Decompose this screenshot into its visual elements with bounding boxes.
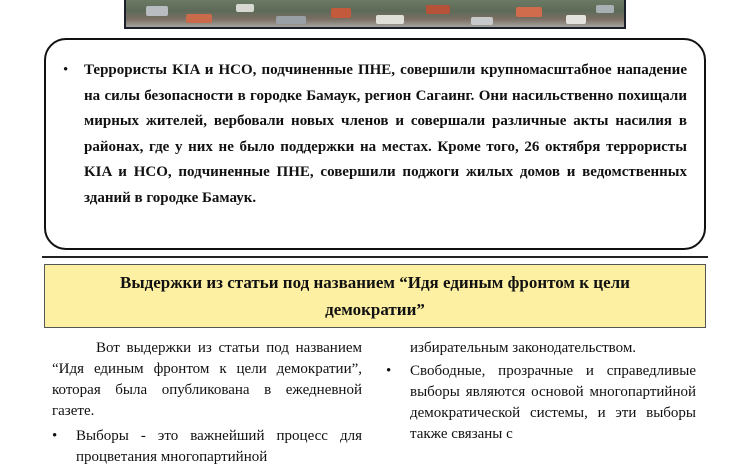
left-column xyxy=(52,338,362,468)
incident-text: Террористы KIA и НСО, подчиненные ПНЕ, совершили крупномасштабное нападение на силы безопасности в городке Бамаук, регион Сагаинг. Они насильственно похищали мирных жителей, вербовали новых членов и совершали различные акты насилия в районах, где у них не было поддержки на местах. Кроме того, 26 октября террористы KIA и НСО, подчиненные ПНЕ, совершили поджоги жилых домов и ведомственных зданий в городке Бамаук. xyxy=(84,62,687,206)
bullet-dot: • xyxy=(52,428,58,444)
article-intro: Вот выдержки из статьи под названием “Идя единым фронтом к цели демократии”, которая была опубликована в ежедневной газете. xyxy=(52,340,362,419)
bullet-dot: • xyxy=(386,363,392,379)
left-bullet-text: Выборы - это важнейший процесс для процветания многопартийной xyxy=(76,428,362,465)
right-continuation: избирательным законодательством. xyxy=(410,340,637,356)
right-column xyxy=(386,338,696,445)
right-bullet-text: Свободные, прозрачные и справедливые выборы являются основой многопартийной демократической системы, и эти выборы также связаны с xyxy=(410,363,696,442)
left-bullet-item xyxy=(52,426,362,468)
right-bullet-item xyxy=(386,361,696,445)
section-divider xyxy=(42,256,708,258)
incident-bullet xyxy=(63,58,687,212)
bullet-dot: • xyxy=(63,62,69,78)
town-photo xyxy=(124,0,626,29)
incident-summary-box xyxy=(44,38,706,250)
article-heading-box xyxy=(44,264,706,328)
article-heading: Выдержки из статьи под названием “Идя единым фронтом к цели демократии” xyxy=(120,273,630,319)
